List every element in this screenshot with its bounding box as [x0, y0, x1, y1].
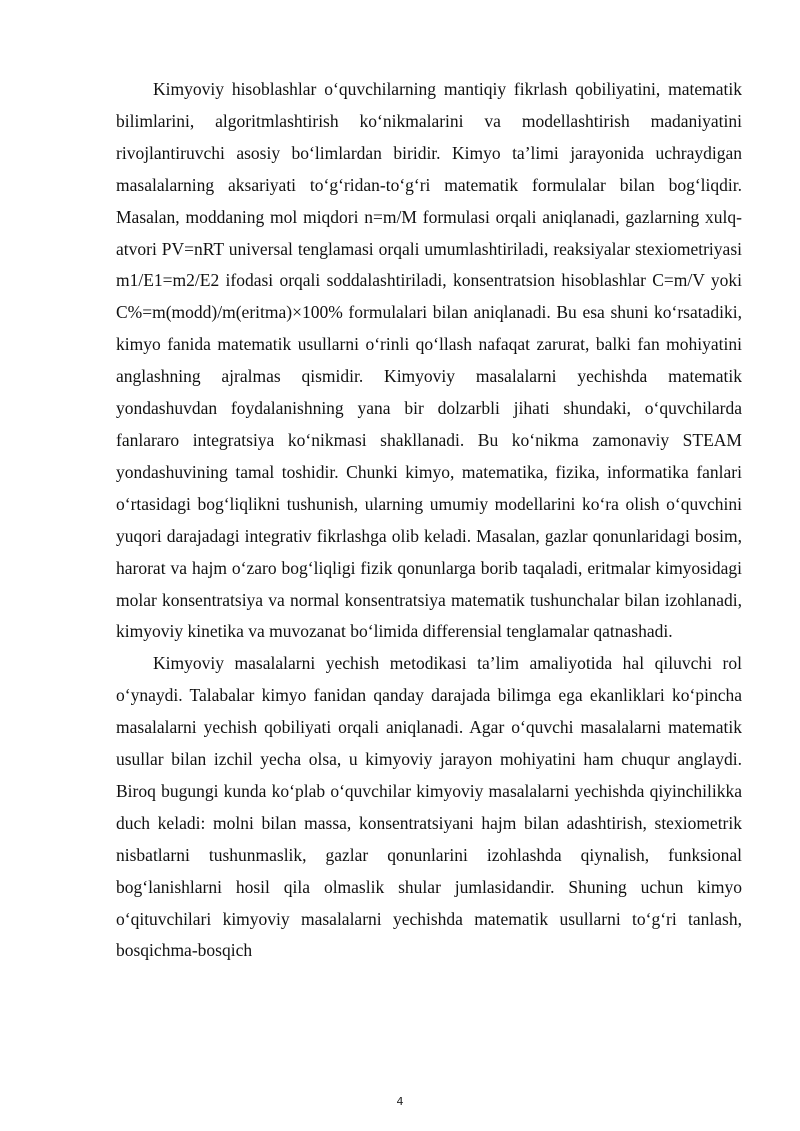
body-text — [116, 74, 742, 967]
paragraph-1: Kimyoviy hisoblashlar o‘quvchilarning mantiqiy fikrlash qobiliyatini, matematik bilimlarini, algoritmlashtirish ko‘nikmalarini va modellashtirish madaniyatini rivojlantiruvchi asosiy bo‘limlardan biridir. Kimyo ta’limi jarayonida uchraydigan masalalarning aksariyati to‘g‘ridan-to‘g‘ri matematik formulalar bilan bog‘liqdir. Masalan, moddaning mol miqdori n=m/M formulasi orqali aniqlanadi, gazlarning xulq-atvori PV=nRT universal tenglamasi orqali umumlashtiriladi, reaksiyalar stexiometriyasi m1/E1=m2/E2 ifodasi orqali soddalashtiriladi, konsentratsion hisoblashlar C=m/V yoki C%=m(modd)/m(eritma)×100% formulalari bilan aniqlanadi. Bu esa shuni ko‘rsatadiki, kimyo fanida matematik usullarni o‘rinli qo‘llash nafaqat zarurat, balki fan mohiyatini anglashning ajralmas qismidir. Kimyoviy masalalarni yechishda matematik yondashuvdan foydalanishning yana bir dolzarbli jihati shundaki, o‘quvchilarda fanlararo integratsiya ko‘nikmasi shakllanadi. Bu ko‘nikma zamonaviy STEAM yondashuvining tamal toshidir. Chunki kimyo, matematika, fizika, informatika fanlari o‘rtasidagi bog‘liqlikni tushunish, ularning umumiy modellarini ko‘ra olish o‘quvchini yuqori darajadagi integrativ fikrlashga olib keladi. Masalan, gazlar qonunlaridagi bosim, harorat va hajm o‘zaro bog‘liqligi fizik qonunlarga borib taqaladi, eritmalar kimyosidagi molar konsentratsiya va normal konsentratsiya matematik tushunchalar bilan izohlanadi, kimyoviy kinetika va muvozanat bo‘limida differensial tenglamalar qatnashadi. — [116, 79, 742, 642]
page-number: 4 — [396, 1095, 404, 1108]
paragraph-2: Kimyoviy masalalarni yechish metodikasi ta’lim amaliyotida hal qiluvchi rol o‘ynaydi. Talabalar kimyo fanidan qanday darajada bilimga ega ekanliklari ko‘pincha masalalarni yechish qobiliyati orqali aniqlanadi. Agar o‘quvchi masalalarni matematik usullar bilan izchil yecha olsa, u kimyoviy jarayon mohiyatini ham chuqur anglaydi. Biroq bugungi kunda ko‘plab o‘quvchilar kimyoviy masalalarni yechishda qiyinchilikka duch keladi: molni bilan massa, konsentratsiyani hajm bilan adashtirish, stexiometrik nisbatlarni tushunmaslik, gazlar qonunlarini izohlashda qiynalish, funksional bog‘lanishlarni hosil qila olmaslik shular jumlasidandir. Shuning uchun kimyo o‘qituvchilari kimyoviy masalalarni yechishda matematik usullarni to‘g‘ri tanlash, bosqichma-bosqich — [116, 653, 742, 961]
